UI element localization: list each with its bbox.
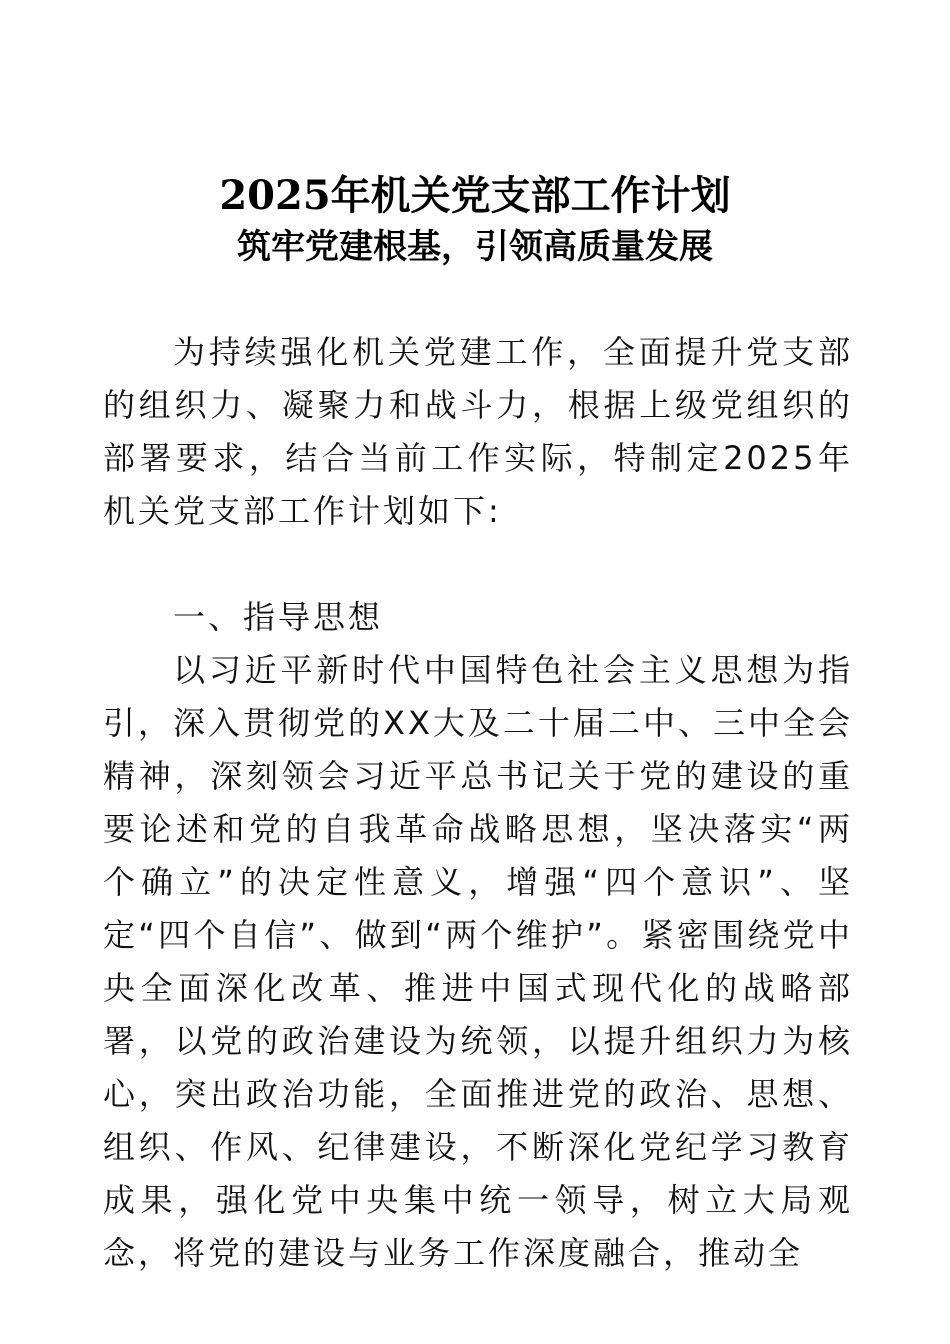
- document-title: 2025年机关党支部工作计划: [219, 172, 731, 219]
- document-body: [103, 326, 853, 1280]
- title-block: [0, 170, 950, 270]
- section-heading-guiding-thought: 一、指导思想: [173, 598, 384, 636]
- section-paragraph-guiding-thought: 以习近平新时代中国特色社会主义思想为指引，深入贯彻党的XX大及二十届二中、三中全会精神，深刻领会习近平总书记关于党的建设的重要论述和党的自我革命战略思想，坚决落实“两个确立”的决定性意义，增强“四个意识”、坚定“四个自信”、做到“两个维护”。紧密围绕党中央全面深化改革、推进中国式现代化的战略部署，以党的政治建设为统领，以提升组织力为核心，突出政治功能，全面推进党的政治、思想、组织、作风、纪律建设，不断深化党纪学习教育成果，强化党中央集中统一领导，树立大局观念，将党的建设与业务工作深度融合，推动全: [103, 651, 853, 1272]
- document-subtitle: 筑牢党建根基，引领高质量发展: [237, 227, 713, 267]
- intro-paragraph: 为持续强化机关党建工作，全面提升党支部的组织力、凝聚力和战斗力，根据上级党组织的部署要求，结合当前工作实际，特制定2025年机关党支部工作计划如下:: [103, 333, 853, 530]
